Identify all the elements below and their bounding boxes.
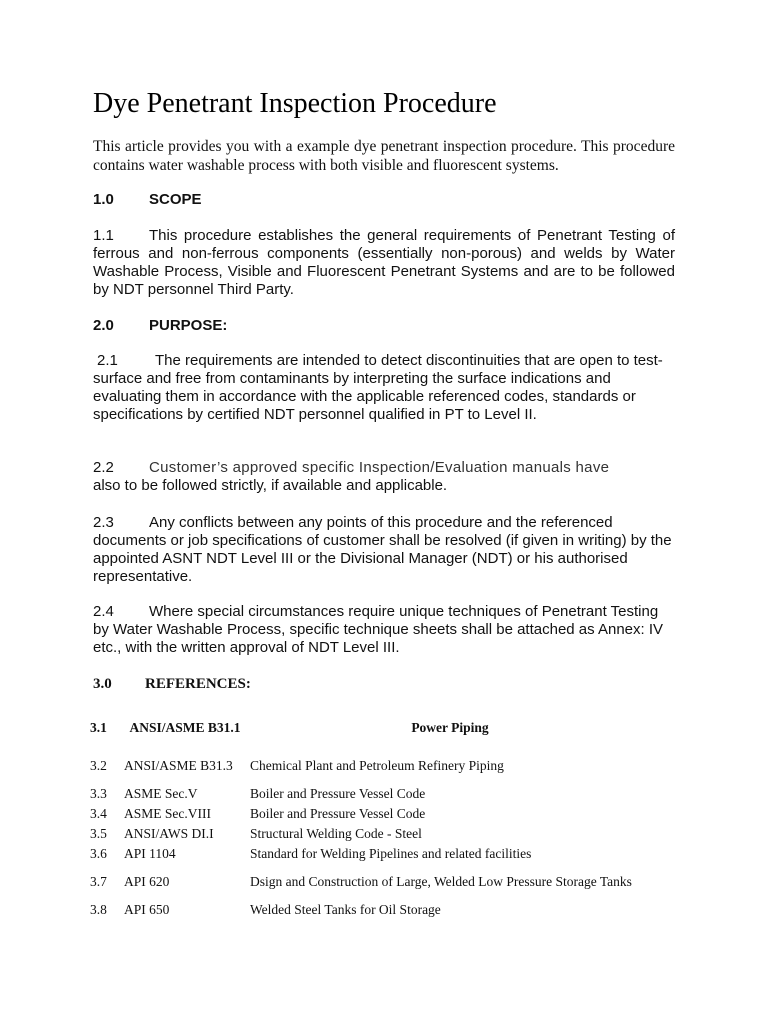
table-row [88, 748, 730, 784]
ref-code: ASME Sec.VIII [124, 806, 211, 821]
ref-number: 3.7 [90, 874, 107, 889]
section-heading-references [93, 676, 251, 693]
paragraph-2-4 [93, 603, 675, 657]
ref-title: Standard for Welding Pipelines and related facilities [250, 846, 532, 861]
ref-number: 3.4 [90, 806, 107, 821]
ref-number: 3.6 [90, 846, 107, 861]
ref-code: API 1104 [124, 846, 176, 861]
section-title: SCOPE [149, 191, 202, 208]
ref-number: 3.3 [90, 786, 107, 801]
ref-title: Welded Steel Tanks for Oil Storage [250, 902, 441, 917]
references-table [88, 708, 730, 920]
ref-number: 3.8 [90, 902, 107, 917]
paragraph-2-2 [93, 459, 675, 495]
ref-code: ANSI/ASME B31.1 [129, 720, 241, 735]
ref-title: Boiler and Pressure Vessel Code [250, 806, 426, 821]
paragraph-number: 2.4 [93, 603, 114, 620]
ref-title: Boiler and Pressure Vessel Code [250, 786, 426, 801]
paragraph-1-1 [93, 227, 675, 299]
paragraph-number: 2.1 [97, 352, 118, 369]
table-row [88, 900, 730, 920]
ref-title: Dsign and Construction of Large, Welded Low Pressure Storage Tanks [250, 874, 632, 889]
paragraph-number: 1.1 [93, 227, 114, 244]
paragraph-text: Where special circumstances require unique techniques of Penetrant Testing by Water Washable Process, specific technique sheets shall be attached as Annex: IV etc., with the written approval of NDT Level III. [93, 603, 664, 656]
paragraph-number: 2.2 [93, 459, 114, 476]
paragraph-2-3 [93, 514, 675, 586]
table-row [88, 844, 730, 864]
paragraph-text-a: Customer’s approved specific Inspection/Evaluation manuals have [149, 459, 610, 476]
paragraph-number: 2.3 [93, 514, 114, 531]
ref-code: ANSI/AWS DI.I [124, 826, 214, 841]
table-row [88, 784, 730, 804]
table-row [88, 864, 730, 900]
ref-code: ANSI/ASME B31.3 [124, 758, 233, 773]
paragraph-text: Any conflicts between any points of this procedure and the referenced documents or job specifications of customer shall be resolved (if given in writing) by the appointed ASNT NDT Level III or the Divisional Manager (NDT) or his authorised representative. [93, 514, 672, 585]
section-title: PURPOSE: [149, 317, 228, 334]
table-row [88, 804, 730, 824]
ref-title: Chemical Plant and Petroleum Refinery Piping [250, 758, 504, 773]
section-number: 2.0 [93, 317, 114, 334]
section-number: 1.0 [93, 191, 114, 208]
table-row [88, 708, 730, 748]
paragraph-text-b: also to be followed strictly, if available and applicable. [93, 477, 448, 494]
paragraph-text: This procedure establishes the general requirements of Penetrant Testing of ferrous and non-ferrous components (essentially non-porous) and welds by Water Washable Process, Visible and Fluorescent Penetrant Systems and are to be followed by NDT personnel Third Party. [93, 227, 675, 298]
section-heading-scope [93, 191, 202, 208]
intro-paragraph: This article provides you with a example dye penetrant inspection procedure. This procedure contains water washable process with both visible and fluorescent systems. [93, 138, 675, 174]
table-row [88, 824, 730, 844]
ref-number: 3.2 [90, 758, 107, 773]
ref-code: ASME Sec.V [124, 786, 198, 801]
document-title: Dye Penetrant Inspection Procedure [93, 88, 497, 119]
ref-title: Structural Welding Code - Steel [250, 826, 422, 841]
paragraph-text: The requirements are intended to detect discontinuities that are open to test-surface and free from contaminants by interpreting the surface indications and evaluating them in accordance with the applicable referenced codes, standards or specifications by certified NDT personnel qualified in PT to Level II. [93, 352, 663, 423]
ref-code: API 650 [124, 902, 170, 917]
ref-number: 3.5 [90, 826, 107, 841]
ref-code: API 620 [124, 874, 170, 889]
ref-title: Power Piping [411, 720, 489, 735]
paragraph-2-1 [93, 352, 675, 424]
section-number: 3.0 [93, 676, 112, 692]
section-title: REFERENCES: [145, 676, 251, 692]
section-heading-purpose [93, 317, 227, 334]
ref-number: 3.1 [90, 720, 107, 735]
